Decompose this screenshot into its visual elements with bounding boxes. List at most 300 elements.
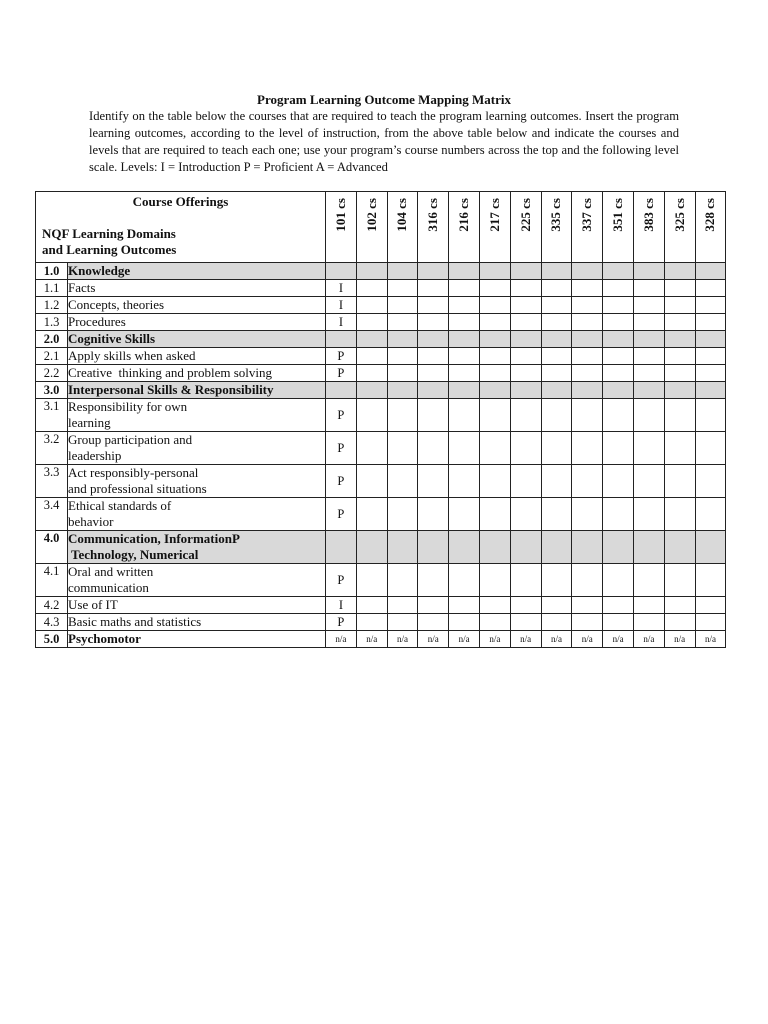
level-cell [603,498,634,531]
level-cell [418,465,449,498]
level-cell [695,465,726,498]
level-cell [603,614,634,631]
level-cell [664,331,695,348]
section-row [36,531,726,564]
outcome-label-line: leadership [68,448,122,463]
level-cell [449,348,480,365]
level-cell [356,614,387,631]
level-cell [449,614,480,631]
level-cell [664,614,695,631]
course-number-label: 328 cs [702,198,718,232]
level-cell [603,314,634,331]
course-header-12 [695,192,726,263]
level-cell [387,498,418,531]
course-header-0 [326,192,357,263]
level-cell [449,263,480,280]
level-cell [479,432,510,465]
outcome-label: Cognitive Skills [68,331,326,348]
instructions-paragraph: Identify on the table below the courses that are required to teach the program learning outcomes. Insert the program learning outcomes, according to the level of instruction, from the above table below and indicate the courses and levels that are required to teach each one; use your program’s course numbers across the top and the following level scale. Levels: I = Introduction P = Proficient A = Advanced [89,109,679,174]
level-cell [541,531,572,564]
outcome-number: 3.0 [36,382,68,399]
level-cell [572,331,603,348]
outcome-number: 3.4 [36,498,68,531]
level-cell [572,531,603,564]
outcome-number: 2.1 [36,348,68,365]
level-cell [572,263,603,280]
level-cell [541,365,572,382]
level-cell [418,263,449,280]
level-cell [387,263,418,280]
outcome-number: 2.0 [36,331,68,348]
course-number-label: 225 cs [517,198,533,232]
outcome-label: Creative thinking and problem solving [68,365,326,382]
level-cell [510,348,541,365]
outcome-label [68,531,326,564]
level-cell [479,564,510,597]
course-number-label: 217 cs [486,198,502,232]
outcome-number: 3.3 [36,465,68,498]
outcome-label: Use of IT [68,597,326,614]
outcome-label-line: Act responsibly-personal [68,465,199,480]
course-header-10 [633,192,664,263]
level-cell [479,263,510,280]
level-cell [449,280,480,297]
level-cell: I [326,314,357,331]
table-row [36,432,726,465]
domains-heading-line2: and Learning Outcomes [42,242,177,257]
level-cell [572,280,603,297]
outcome-label: Procedures [68,314,326,331]
level-cell [633,614,664,631]
level-cell [633,314,664,331]
level-cell [356,348,387,365]
level-cell [356,314,387,331]
level-cell [510,280,541,297]
level-cell [356,465,387,498]
level-cell [418,348,449,365]
level-cell [664,531,695,564]
level-cell [356,280,387,297]
level-cell [510,597,541,614]
level-cell [695,314,726,331]
level-cell [449,432,480,465]
table-row [36,280,726,297]
level-cell [387,465,418,498]
level-cell [479,614,510,631]
level-cell [326,331,357,348]
level-cell [695,331,726,348]
level-cell [356,331,387,348]
level-cell [695,348,726,365]
outcome-number: 5.0 [36,631,68,648]
outcome-label [68,564,326,597]
level-cell: P [326,432,357,465]
level-cell [387,348,418,365]
domains-heading [42,226,176,258]
outcome-label [68,432,326,465]
level-cell [387,399,418,432]
level-cell [449,597,480,614]
course-header-4 [449,192,480,263]
outcome-number: 3.1 [36,399,68,432]
level-cell: n/a [449,631,480,648]
level-cell [418,614,449,631]
level-cell: I [326,597,357,614]
level-cell [633,498,664,531]
level-cell [510,564,541,597]
level-cell [479,331,510,348]
level-cell [633,597,664,614]
level-cell: n/a [572,631,603,648]
outcome-label-line: Responsibility for own [68,399,188,414]
level-cell: n/a [603,631,634,648]
level-cell [418,498,449,531]
section-row [36,382,726,399]
level-cell: n/a [633,631,664,648]
level-cell [418,314,449,331]
level-cell [479,498,510,531]
table-row [36,297,726,314]
level-cell [572,465,603,498]
table-row [36,597,726,614]
level-cell [572,432,603,465]
level-cell [695,432,726,465]
course-header-5 [479,192,510,263]
level-cell [664,314,695,331]
level-cell: n/a [326,631,357,648]
level-cell [572,348,603,365]
course-number-label: 337 cs [579,198,595,232]
level-cell [510,331,541,348]
outcome-label-line: Communication, InformationP [68,531,240,546]
level-cell [541,432,572,465]
outcome-label-line: Ethical standards of [68,498,172,513]
level-cell [479,382,510,399]
domains-heading-line1: NQF Learning Domains [42,226,176,241]
level-cell [449,331,480,348]
level-cell [603,263,634,280]
level-cell [633,348,664,365]
level-cell [541,564,572,597]
document-title: Program Learning Outcome Mapping Matrix [257,92,511,107]
outcome-label: Psychomotor [68,631,326,648]
table-row [36,348,726,365]
outcome-label: Facts [68,280,326,297]
level-cell [418,432,449,465]
level-cell [510,399,541,432]
level-cell [510,314,541,331]
level-cell [387,531,418,564]
level-cell [479,314,510,331]
outcome-label-line: communication [68,580,149,595]
course-header-6 [510,192,541,263]
table-row [36,314,726,331]
level-cell [695,564,726,597]
level-cell [695,382,726,399]
level-cell [603,280,634,297]
level-cell [695,498,726,531]
level-cell [664,365,695,382]
course-offerings-heading: Course Offerings [132,194,229,209]
level-cell [603,382,634,399]
outcome-number: 4.2 [36,597,68,614]
level-cell [356,399,387,432]
level-cell [664,382,695,399]
section-row [36,331,726,348]
level-cell [541,348,572,365]
course-number-label: 102 cs [363,198,379,232]
table-row [36,465,726,498]
level-cell [479,465,510,498]
outcome-label: Interpersonal Skills & Responsibility [68,382,326,399]
level-cell [572,382,603,399]
level-cell [541,297,572,314]
level-cell [387,331,418,348]
level-cell [633,382,664,399]
level-cell [418,564,449,597]
level-cell [541,280,572,297]
level-cell: P [326,564,357,597]
level-cell [387,564,418,597]
level-cell [572,399,603,432]
level-cell [510,432,541,465]
level-cell [695,280,726,297]
course-number-label: 351 cs [610,198,626,232]
outcome-label: Apply skills when asked [68,348,326,365]
level-cell: n/a [664,631,695,648]
outcome-mapping-table [35,191,726,648]
level-cell [695,297,726,314]
level-cell [603,348,634,365]
course-number-label: 104 cs [394,198,410,232]
course-header-9 [603,192,634,263]
outcome-number: 1.2 [36,297,68,314]
outcome-label [68,498,326,531]
level-cell [572,365,603,382]
level-cell [356,597,387,614]
level-cell [510,365,541,382]
level-cell [418,280,449,297]
level-cell [695,597,726,614]
level-cell [356,382,387,399]
outcome-number: 1.3 [36,314,68,331]
level-cell [510,614,541,631]
level-cell [387,365,418,382]
outcome-label-line: Group participation and [68,432,193,447]
level-cell [664,297,695,314]
level-cell [449,365,480,382]
level-cell [449,564,480,597]
level-cell [572,297,603,314]
course-number-label: 335 cs [548,198,564,232]
level-cell [356,432,387,465]
table-row [36,399,726,432]
level-cell [603,531,634,564]
table-row [36,498,726,531]
level-cell [387,280,418,297]
outcome-label-line: behavior [68,514,114,529]
level-cell [695,365,726,382]
level-cell [603,297,634,314]
level-cell [695,399,726,432]
level-cell [633,365,664,382]
outcome-number: 4.1 [36,564,68,597]
header-domains-cell [36,192,326,263]
level-cell [510,263,541,280]
course-header-1 [356,192,387,263]
level-cell [510,498,541,531]
level-cell [387,297,418,314]
level-cell: P [326,365,357,382]
course-header-2 [387,192,418,263]
course-header-11 [664,192,695,263]
table-row [36,365,726,382]
level-cell [695,263,726,280]
course-number-label: 101 cs [332,198,348,232]
level-cell [356,263,387,280]
level-cell [664,564,695,597]
level-cell [418,382,449,399]
level-cell [633,399,664,432]
table-header-row [36,192,726,263]
level-cell [603,399,634,432]
level-cell [356,531,387,564]
outcome-label-line: learning [68,415,111,430]
level-cell: n/a [387,631,418,648]
level-cell [449,465,480,498]
level-cell: P [326,614,357,631]
level-cell [633,531,664,564]
level-cell: n/a [418,631,449,648]
level-cell: P [326,498,357,531]
level-cell [633,432,664,465]
level-cell: P [326,465,357,498]
table-row [36,564,726,597]
level-cell: I [326,297,357,314]
outcome-number: 1.0 [36,263,68,280]
level-cell [418,365,449,382]
outcome-number: 4.0 [36,531,68,564]
outcome-label [68,465,326,498]
outcome-number: 2.2 [36,365,68,382]
level-cell [387,382,418,399]
outcome-label-line: Technology, Numerical [68,547,199,562]
level-cell [603,432,634,465]
level-cell [695,614,726,631]
level-cell [695,531,726,564]
level-cell [356,498,387,531]
level-cell [449,297,480,314]
level-cell [664,348,695,365]
level-cell [664,399,695,432]
section-row [36,263,726,280]
level-cell [510,531,541,564]
level-cell [418,531,449,564]
level-cell [479,348,510,365]
level-cell [449,531,480,564]
level-cell [387,614,418,631]
level-cell [541,331,572,348]
level-cell [541,399,572,432]
level-cell [418,399,449,432]
level-cell [479,399,510,432]
level-cell [572,314,603,331]
level-cell [510,382,541,399]
level-cell [664,280,695,297]
level-cell [664,498,695,531]
level-cell [633,564,664,597]
outcome-label [68,399,326,432]
level-cell [356,564,387,597]
level-cell [633,263,664,280]
level-cell: I [326,280,357,297]
level-cell [449,498,480,531]
outcome-label: Basic maths and statistics [68,614,326,631]
level-cell [541,597,572,614]
level-cell [633,331,664,348]
level-cell [479,531,510,564]
level-cell [541,498,572,531]
level-cell [603,465,634,498]
level-cell [541,314,572,331]
level-cell [418,331,449,348]
outcome-number: 4.3 [36,614,68,631]
level-cell [603,365,634,382]
level-cell [387,597,418,614]
level-cell [572,564,603,597]
level-cell: P [326,348,357,365]
level-cell [326,382,357,399]
level-cell [479,597,510,614]
course-header-8 [572,192,603,263]
level-cell [449,382,480,399]
table-row [36,631,726,648]
course-number-label: 325 cs [671,198,687,232]
level-cell [356,365,387,382]
level-cell [664,597,695,614]
course-number-label: 383 cs [640,198,656,232]
level-cell [510,297,541,314]
level-cell [603,331,634,348]
level-cell: n/a [541,631,572,648]
table-row [36,614,726,631]
level-cell [479,297,510,314]
level-cell [541,382,572,399]
level-cell [326,263,357,280]
level-cell: n/a [510,631,541,648]
level-cell [479,365,510,382]
level-cell: n/a [695,631,726,648]
level-cell [664,432,695,465]
level-cell [449,399,480,432]
level-cell [541,263,572,280]
level-cell [541,614,572,631]
level-cell [418,597,449,614]
course-number-label: 216 cs [456,198,472,232]
level-cell [572,614,603,631]
table-body [36,263,726,648]
level-cell [633,280,664,297]
outcome-number: 3.2 [36,432,68,465]
level-cell [356,297,387,314]
level-cell [664,263,695,280]
level-cell [387,314,418,331]
level-cell [572,597,603,614]
level-cell [479,280,510,297]
level-cell [664,465,695,498]
level-cell [510,465,541,498]
level-cell [387,432,418,465]
